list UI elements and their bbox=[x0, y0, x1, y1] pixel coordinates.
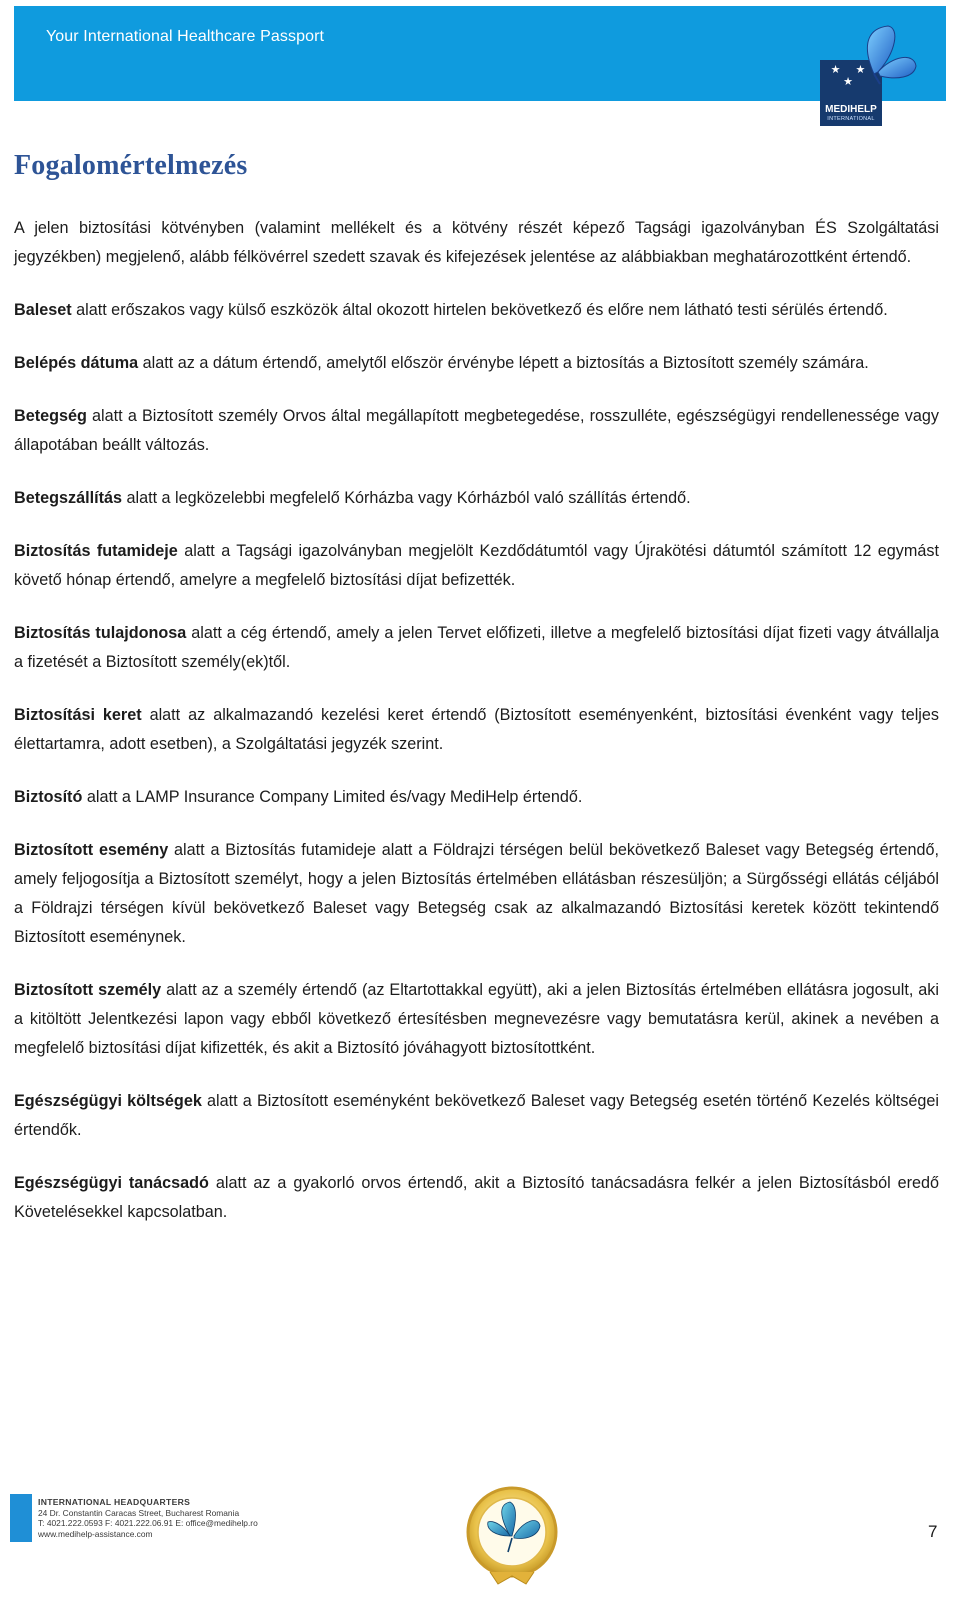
footer-address-block bbox=[38, 1497, 258, 1539]
definition-paragraph bbox=[14, 976, 939, 1063]
definition-text: alatt az alkalmazandó kezelési keret értendő (Biztosított eseményenként, biztosítási évenként vagy teljes élettartamra, adott esetben), a Szolgáltatási jegyzék szerint. bbox=[14, 706, 939, 753]
definition-paragraph bbox=[14, 701, 939, 759]
definition-text: alatt az a gyakorló orvos értendő, akit a Biztosító tanácsadásra felkér a jelen Biztosításból eredő Követelésekkel kapcsolatban. bbox=[14, 1174, 939, 1221]
footer-accent-bar bbox=[10, 1494, 32, 1542]
butterfly-icon bbox=[830, 22, 920, 98]
definition-paragraph bbox=[14, 484, 939, 513]
definition-term: Betegszállítás bbox=[14, 489, 122, 507]
hq-address: 24 Dr. Constantin Caracas Street, Bucharest Romania bbox=[38, 1507, 240, 1518]
definition-text: alatt a Biztosított személy Orvos által megállapított megbetegedése, rosszulléte, egészségügyi rendellenessége vagy állapotában beállt változás. bbox=[14, 407, 939, 454]
definition-paragraph bbox=[14, 537, 939, 595]
intro-paragraph: A jelen biztosítási kötvényben (valamint mellékelt és a kötvény részét képező Tagsági igazolványban ÉS Szolgáltatási jegyzékben) megjelenő, alább félkövérrel szedett szavak és kifejezések jelentése az alábbiakban meghatározottként értendő. bbox=[14, 219, 939, 266]
logo-stars: ★ ★ ★ bbox=[830, 64, 872, 88]
definition-paragraph bbox=[14, 402, 939, 460]
definition-text: alatt a Biztosított eseményként bekövetkező Baleset vagy Betegség esetén történő Kezelés költségei értendők. bbox=[14, 1092, 939, 1139]
hq-website: www.medihelp-assistance.com bbox=[38, 1528, 153, 1539]
page-number: 7 bbox=[928, 1522, 938, 1541]
definition-term: Biztosítási keret bbox=[14, 706, 142, 724]
definition-text: alatt a LAMP Insurance Company Limited és/vagy MediHelp értendő. bbox=[82, 788, 583, 806]
hq-contact: T: 4021.222.0593 F: 4021.222.06.91 E: office@medihelp.ro bbox=[38, 1518, 258, 1529]
definition-term: Egészségügyi tanácsadó bbox=[14, 1174, 209, 1192]
page-title: Fogalomértelmezés bbox=[14, 150, 248, 181]
definition-text: alatt a cég értendő, amely a jelen Tervet előfizeti, illetve a megfelelő biztosítási díjat fizeti vagy átvállalja a fizetését a Biztosított személy(ek)től. bbox=[14, 624, 939, 671]
definition-term: Belépés dátuma bbox=[14, 354, 139, 372]
header-banner bbox=[14, 6, 946, 101]
butterfly-seal-icon bbox=[460, 1480, 564, 1590]
definition-text: alatt erőszakos vagy külső eszközök által okozott hirtelen bekövetkező és előre nem látható testi sérülés értendő. bbox=[71, 301, 888, 319]
definition-term: Biztosító bbox=[14, 788, 83, 806]
definition-text: alatt a Biztosítás futamideje alatt a Földrajzi térségen belül bekövetkező Baleset vagy Betegség értendő, amely feljogosítja a Biztosított személyt, hogy a jelen Biztosítás értelmében ellátásban részesüljön; a Sürgősségi ellátás céljából a Földrajzi térségen kívül bekövetkező Baleset vagy Betegség csak az alkalmazandó Biztosítási keretek között tekintendő Biztosított eseménynek. bbox=[14, 841, 939, 946]
logo-name: MEDIHELP bbox=[825, 104, 877, 115]
definition-term: Biztosítás tulajdonosa bbox=[14, 624, 187, 642]
definition-term: Baleset bbox=[14, 301, 72, 319]
definition-paragraph bbox=[14, 296, 939, 325]
definition-paragraph bbox=[14, 783, 939, 812]
definition-text: alatt az a személy értendő (az Eltartottakkal együtt), aki a jelen Biztosítás értelmében ellátásra jogosult, aki a kitöltött Jelentkezési lapon vagy ebből következő értesítésben megnevezésre vagy bemutatásra kerül, akinek a nevében a megfelelő biztosítási díjat kifizették, és akit a Biztosító jóváhagyott biztosítottként. bbox=[14, 981, 940, 1057]
hq-title: INTERNATIONAL HEADQUARTERS bbox=[38, 1497, 191, 1507]
definition-text: alatt a Tagsági igazolványban megjelölt Kezdődátumtól vagy Újrakötési dátumtól számított 12 egymást követő hónap értendő, amelyre a megfelelő biztosítási díjat befizették. bbox=[14, 542, 939, 589]
definition-term: Egészségügyi költségek bbox=[14, 1092, 202, 1110]
definition-text: alatt a legközelebbi megfelelő Kórházba vagy Kórházból való szállítás értendő. bbox=[121, 489, 691, 507]
definition-term: Biztosítás futamideje bbox=[14, 542, 178, 560]
definition-term: Biztosított személy bbox=[14, 981, 162, 999]
logo-subtitle: INTERNATIONAL bbox=[827, 116, 875, 122]
definition-text: alatt az a dátum értendő, amelytől először érvénybe lépett a biztosítás a Biztosított személy számára. bbox=[138, 354, 869, 372]
definition-term: Betegség bbox=[14, 407, 87, 425]
definition-term: Biztosított esemény bbox=[14, 841, 169, 859]
definition-paragraph bbox=[14, 619, 939, 677]
definition-paragraph bbox=[14, 836, 939, 952]
definition-paragraph bbox=[14, 1169, 939, 1227]
definition-paragraph bbox=[14, 349, 939, 378]
definition-paragraph bbox=[14, 1087, 939, 1145]
header-tagline: Your International Healthcare Passport bbox=[46, 28, 325, 45]
document-body bbox=[14, 214, 939, 1251]
